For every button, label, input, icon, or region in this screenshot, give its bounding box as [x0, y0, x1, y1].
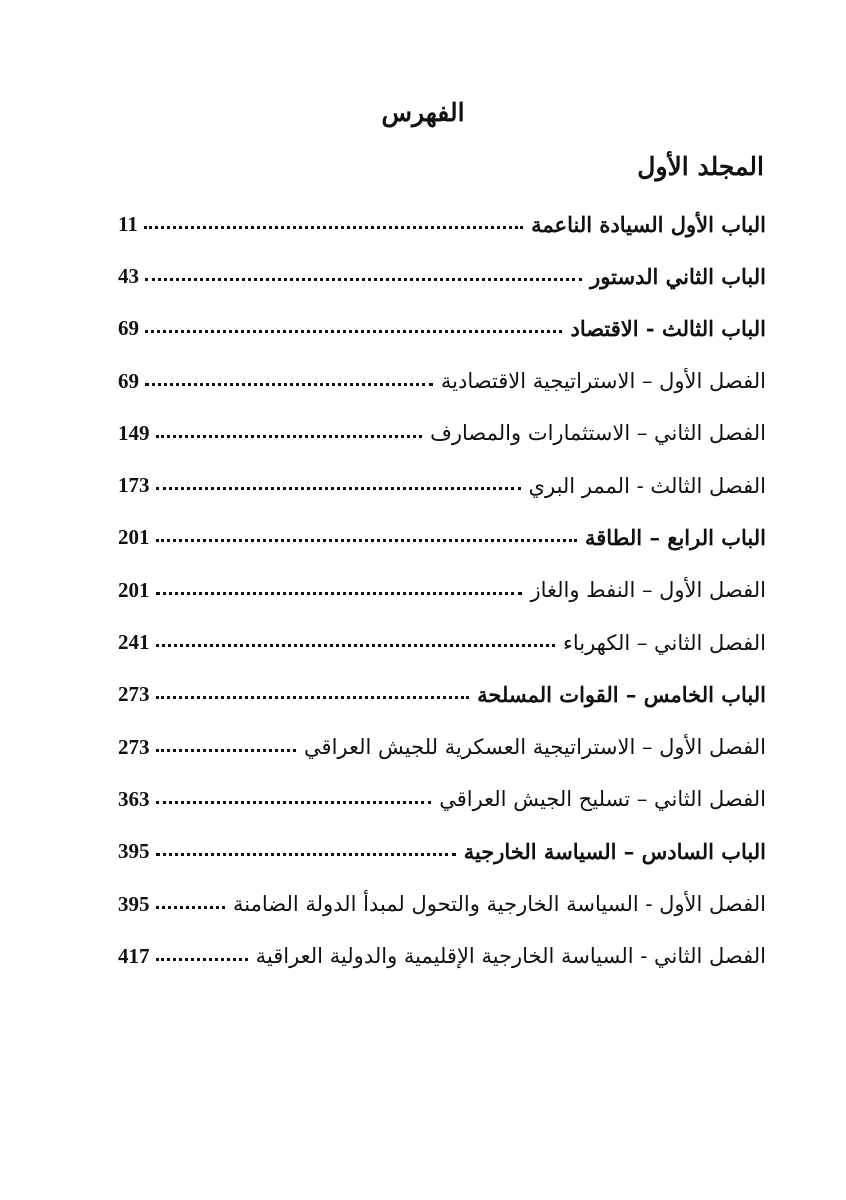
toc-page-number: 69	[118, 316, 139, 341]
dot-leader	[156, 487, 521, 490]
toc-entry	[118, 355, 766, 407]
toc-entry	[118, 930, 766, 982]
table-of-contents	[118, 198, 766, 982]
dot-leader	[156, 435, 423, 438]
toc-entry-text: الباب الثالث - الاقتصاد	[570, 316, 766, 342]
toc-page-number: 273	[118, 734, 150, 759]
toc-entry-text: الفصل الأول – الاستراتيجية العسكرية للجيش العراقي	[304, 735, 766, 760]
dot-leader	[156, 801, 432, 804]
toc-page-number: 363	[118, 786, 150, 811]
dot-leader	[145, 330, 562, 333]
toc-page-number: 395	[118, 891, 150, 916]
toc-entry-text: الباب الرابع – الطاقة	[584, 525, 766, 551]
dot-leader	[144, 226, 523, 229]
toc-entry-text: الفصل الأول – النفط والغاز	[530, 578, 766, 603]
dot-leader	[156, 853, 456, 856]
toc-entry-text: الفصل الثاني - السياسة الخارجية الإقليمية والدولية العراقية	[255, 944, 766, 969]
toc-page-number: 173	[118, 473, 150, 498]
toc-page-number: 273	[118, 682, 150, 707]
toc-entry	[118, 512, 766, 564]
dot-leader	[145, 383, 433, 386]
toc-entry-text: الفصل الثالث - الممر البري	[528, 473, 766, 498]
toc-entry	[118, 826, 766, 878]
index-title: الفهرس	[381, 98, 465, 127]
toc-page-number: 241	[118, 630, 150, 655]
toc-page-number: 417	[118, 943, 150, 968]
toc-entry-text: الفصل الأول - السياسة الخارجية والتحول لمبدأ الدولة الضامنة	[233, 892, 766, 916]
toc-entry	[118, 250, 766, 302]
toc-entry	[118, 564, 766, 616]
dot-leader	[156, 696, 470, 699]
toc-entry	[118, 669, 766, 721]
toc-entry-text: الباب السادس – السياسة الخارجية	[463, 839, 766, 865]
toc-entry-text: الفصل الأول – الاستراتيجية الاقتصادية	[440, 369, 766, 394]
toc-entry	[118, 459, 766, 511]
toc-entry	[118, 878, 766, 930]
toc-entry	[118, 198, 766, 250]
dot-leader	[156, 958, 248, 961]
toc-entry-text: الباب الخامس – القوات المسلحة	[477, 682, 766, 708]
toc-entry	[118, 407, 766, 459]
toc-entry-text: الباب الثاني الدستور	[590, 263, 766, 289]
toc-entry	[118, 721, 766, 773]
toc-entry	[118, 616, 766, 668]
dot-leader	[156, 592, 523, 595]
toc-page-number: 201	[118, 525, 150, 550]
toc-entry-text: الفصل الثاني – الاستثمارات والمصارف	[430, 421, 766, 446]
dot-leader	[156, 539, 577, 542]
dot-leader	[156, 749, 297, 752]
volume-title: المجلد الأول	[637, 152, 764, 181]
toc-entry	[118, 773, 766, 825]
dot-leader	[145, 278, 582, 281]
toc-page-number: 201	[118, 577, 150, 602]
toc-page-number: 395	[118, 839, 150, 864]
toc-entry-text: الفصل الثاني – تسليح الجيش العراقي	[439, 787, 766, 812]
toc-entry-text: الفصل الثاني – الكهرباء	[562, 630, 766, 655]
toc-entry-text: الباب الأول السيادة الناعمة	[531, 211, 766, 237]
toc-page-number: 11	[118, 211, 138, 236]
toc-page-number: 69	[118, 368, 139, 393]
toc-page-number: 149	[118, 420, 150, 445]
toc-entry	[118, 303, 766, 355]
dot-leader	[156, 644, 555, 647]
toc-page-number: 43	[118, 263, 139, 288]
dot-leader	[156, 906, 226, 909]
